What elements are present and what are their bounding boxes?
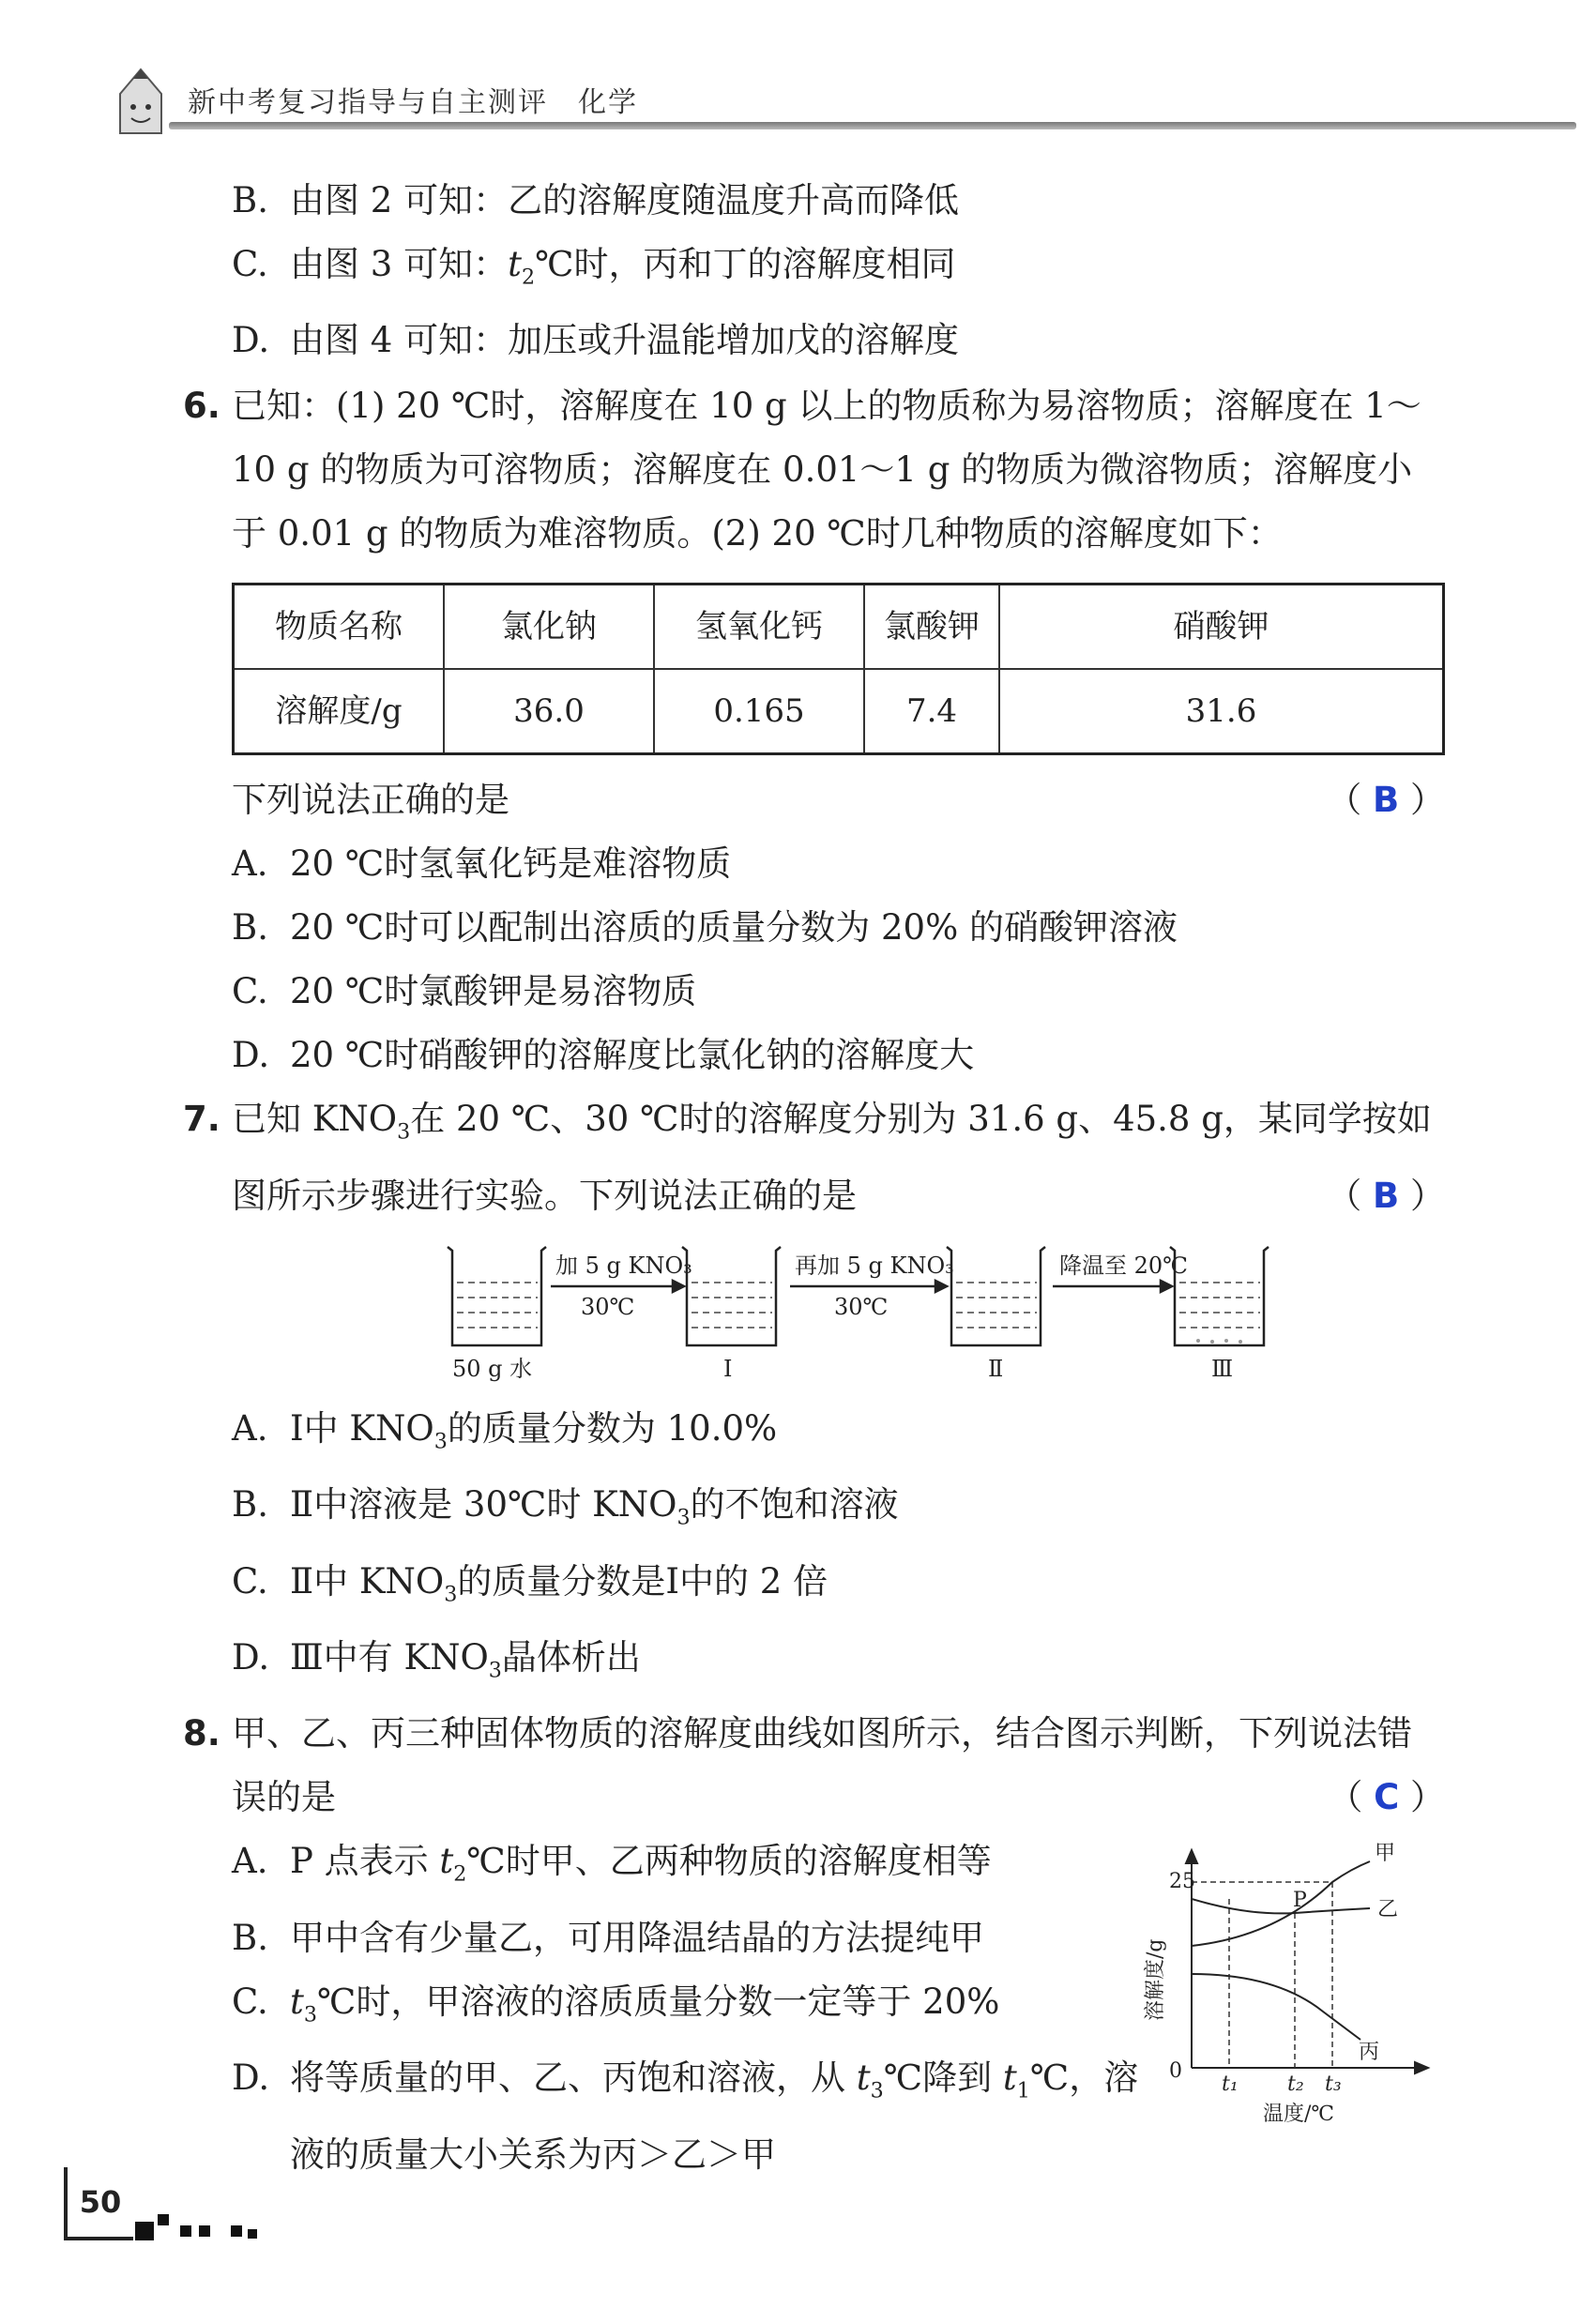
option-text: P 点表示 — [290, 1841, 440, 1882]
option-text: Ⅰ中 KNO — [290, 1407, 434, 1449]
option-text: 甲中含有少量乙，可用降温结晶的方法提纯甲 — [290, 1917, 984, 1958]
table-cell: 硝酸钾 — [999, 585, 1444, 670]
q5-option-d — [183, 309, 1445, 372]
table-cell: 7.4 — [864, 669, 999, 754]
option-text: 液的质量大小关系为丙＞乙＞甲 — [290, 2133, 776, 2175]
table-cell: 氯化钠 — [444, 585, 654, 670]
table-cell: 氯酸钾 — [864, 585, 999, 670]
x-axis-arrow — [1415, 2062, 1428, 2073]
decor-square — [158, 2214, 169, 2225]
option-text: ℃时甲、乙两种物质的溶解度相等 — [466, 1841, 992, 1882]
page-header — [113, 56, 1576, 141]
series-label-bing: 丙 — [1359, 2041, 1380, 2065]
option-label: A. — [232, 1407, 268, 1449]
temp-subscript: 2 — [521, 265, 536, 290]
q7-option-c — [183, 1550, 1445, 1626]
question-7 — [183, 1087, 1445, 1227]
page-content — [183, 169, 1445, 2187]
option-label: D. — [232, 1636, 270, 1678]
option-text: 20 ℃时氯酸钾是易溶物质 — [290, 971, 697, 1012]
option-label: C. — [232, 1981, 268, 2022]
table-row — [234, 669, 1444, 754]
paren-open: （ — [1327, 780, 1362, 821]
x-tick-t1: t₁ — [1222, 2073, 1239, 2097]
table-header-row — [234, 585, 1444, 670]
option-text: ℃降到 — [883, 2057, 1003, 2099]
subscript: 3 — [444, 1581, 458, 1606]
pencil-mascot-icon — [113, 66, 169, 141]
q7-option-a — [183, 1397, 1445, 1473]
option-text: 的质量分数是Ⅰ中的 2 倍 — [457, 1560, 828, 1602]
header-title: 新中考复习指导与自主测评 化学 — [188, 86, 638, 119]
series-label-yi: 乙 — [1377, 1898, 1399, 1922]
q7-option-b — [183, 1473, 1445, 1549]
question-stem: 已知 KNO — [232, 1099, 398, 1140]
question-8-block — [183, 1702, 1445, 2186]
question-6 — [183, 374, 1445, 566]
step3-label: 降温至 20℃ — [1059, 1252, 1189, 1279]
subscript: 3 — [397, 1119, 411, 1145]
paren-open: （ — [1328, 1777, 1363, 1818]
temp-subscript: 3 — [303, 2002, 317, 2027]
answer-letter: B — [1373, 1175, 1400, 1216]
x-tick-t2: t₂ — [1287, 2073, 1304, 2097]
temp-subscript: 1 — [1016, 2078, 1030, 2103]
question-prompt: 下列说法正确的是 — [232, 780, 509, 821]
option-label: B. — [232, 180, 268, 220]
x-axis-label: 温度/℃ — [1263, 2103, 1335, 2127]
option-text: 将等质量的甲、乙、丙饱和溶液，从 — [290, 2057, 857, 2099]
page-number: 50 — [64, 2167, 133, 2240]
q7-option-d — [183, 1626, 1445, 1702]
q5-option-b — [183, 169, 1445, 233]
x-tick-t3: t₃ — [1325, 2073, 1342, 2097]
point-p-label: P — [1293, 1889, 1307, 1913]
q6-option-a — [183, 832, 1445, 896]
option-text: 的质量分数为 10.0% — [447, 1407, 778, 1449]
option-label: D. — [232, 2057, 270, 2099]
origin-label: 0 — [1169, 2059, 1182, 2084]
option-text: 的不饱和溶液 — [690, 1484, 899, 1526]
table-cell: 氢氧化钙 — [654, 585, 864, 670]
experiment-diagram — [232, 1228, 1445, 1397]
option-label: B. — [232, 1917, 268, 1958]
answer-letter: B — [1373, 780, 1400, 821]
temp-subscript: 3 — [870, 2078, 884, 2103]
y-axis-label: 溶解度/g — [1144, 1938, 1167, 2022]
beaker-2-label: Ⅱ — [988, 1355, 1004, 1382]
option-label: C. — [232, 971, 268, 1012]
question-number: 6. — [183, 386, 220, 427]
temp-symbol: t — [290, 1981, 304, 2022]
solubility-curve-graph — [1135, 1843, 1454, 2133]
question-8 — [183, 1702, 1445, 1830]
temp-symbol: t — [508, 244, 522, 284]
paren-close: ） — [1410, 1777, 1445, 1818]
y-tick-label: 25 — [1169, 1870, 1195, 1894]
paren-close: ） — [1410, 780, 1445, 821]
option-text: ℃时，丙和丁的溶解度相同 — [535, 244, 956, 284]
table-cell: 31.6 — [999, 669, 1444, 754]
beaker-start — [448, 1247, 546, 1345]
option-text: 晶体析出 — [501, 1636, 641, 1678]
q5-option-c — [183, 233, 1445, 309]
option-text: Ⅲ中有 KNO — [290, 1636, 489, 1678]
question-number: 8. — [183, 1713, 220, 1754]
start-water-label: 50 g 水 — [452, 1355, 533, 1382]
option-label: D. — [232, 320, 270, 361]
table-cell: 溶解度/g — [234, 669, 445, 754]
option-text: 20 ℃时氢氧化钙是难溶物质 — [290, 843, 732, 885]
decor-square — [199, 2225, 210, 2237]
paren-close: ） — [1410, 1175, 1445, 1216]
step2-temp: 30℃ — [834, 1293, 889, 1320]
question-number: 7. — [183, 1099, 220, 1140]
subscript: 3 — [488, 1658, 502, 1683]
curve-bing — [1192, 1974, 1360, 2040]
q6-option-b — [183, 896, 1445, 960]
q6-prompt-line — [183, 768, 1445, 832]
option-text: Ⅱ中溶液是 30℃时 KNO — [290, 1484, 677, 1526]
option-label: B. — [232, 1484, 268, 1526]
beaker-1 — [682, 1247, 781, 1345]
q6-option-d — [183, 1024, 1445, 1087]
question-stem: 已知：(1) 20 ℃时，溶解度在 10 g 以上的物质称为易溶物质；溶解度在 1～10 g 的物质为可溶物质；溶解度在 0.01～1 g 的物质为微溶物质；溶解度小于 0.01 g 的物质为难溶物质。(2) 20 ℃时几种物质的溶解度如下： — [232, 386, 1421, 554]
subscript: 3 — [433, 1429, 448, 1454]
decor-square — [180, 2225, 191, 2237]
option-label: D. — [232, 1035, 270, 1076]
step1-label: 加 5 g KNO₃ — [555, 1252, 692, 1279]
option-text: 由图 2 可知：乙的溶解度随温度升高而降低 — [290, 180, 960, 220]
experiment-diagram-svg — [232, 1228, 1445, 1397]
beaker-2 — [947, 1247, 1045, 1345]
option-label: C. — [232, 1560, 268, 1602]
temp-symbol: t — [439, 1841, 454, 1882]
curve-yi — [1192, 1899, 1370, 1913]
step1-temp: 30℃ — [581, 1293, 635, 1320]
answer-letter: C — [1374, 1777, 1400, 1818]
header-rule — [169, 122, 1576, 129]
temp-subscript: 2 — [453, 1861, 467, 1887]
option-text: Ⅱ中 KNO — [290, 1560, 445, 1602]
answer-bracket — [1328, 1766, 1445, 1830]
curve-jia — [1192, 1861, 1370, 1946]
option-label: B. — [232, 907, 268, 949]
step2-label: 再加 5 g KNO₃ — [795, 1252, 954, 1279]
option-label: A. — [232, 1841, 268, 1882]
decor-square — [135, 2222, 154, 2240]
option-text: 20 ℃时可以配制出溶质的质量分数为 20% 的硝酸钾溶液 — [290, 907, 1178, 949]
question-stem: 甲、乙、丙三种固体物质的溶解度曲线如图所示，结合图示判断，下列说法错误的是 — [232, 1713, 1412, 1818]
option-text: 20 ℃时硝酸钾的溶解度比氯化钠的溶解度大 — [290, 1035, 975, 1076]
subscript: 3 — [676, 1505, 691, 1530]
option-text: 由图 4 可知：加压或升温能增加戊的溶解度 — [290, 320, 960, 361]
question-stem: 在 20 ℃、30 ℃时的溶解度分别为 31.6 g、45.8 g，某同学按如图所示步骤进行实验。下列说法正确的是 — [232, 1099, 1432, 1216]
y-axis-arrow — [1186, 1850, 1197, 1863]
table-cell: 0.165 — [654, 669, 864, 754]
beaker-1-label: Ⅰ — [723, 1355, 733, 1382]
table-cell: 36.0 — [444, 669, 654, 754]
beaker-3-label: Ⅲ — [1211, 1355, 1234, 1382]
q6-option-c — [183, 960, 1445, 1024]
answer-bracket — [1327, 768, 1445, 832]
option-label: A. — [232, 843, 268, 885]
series-label-jia: 甲 — [1375, 1843, 1396, 1866]
temp-symbol: t — [1002, 2057, 1017, 2099]
decor-square — [248, 2229, 257, 2239]
option-text: 由图 3 可知： — [290, 244, 509, 284]
option-label: C. — [232, 244, 268, 284]
solubility-table — [232, 583, 1445, 755]
answer-bracket — [1327, 1164, 1445, 1228]
decor-square — [231, 2225, 242, 2237]
temp-symbol: t — [856, 2057, 871, 2099]
paren-open: （ — [1327, 1175, 1362, 1216]
option-text: ℃，溶 — [1029, 2057, 1139, 2099]
table-cell: 物质名称 — [234, 585, 445, 670]
option-text: ℃时，甲溶液的溶质质量分数一定等于 20% — [317, 1981, 1000, 2022]
